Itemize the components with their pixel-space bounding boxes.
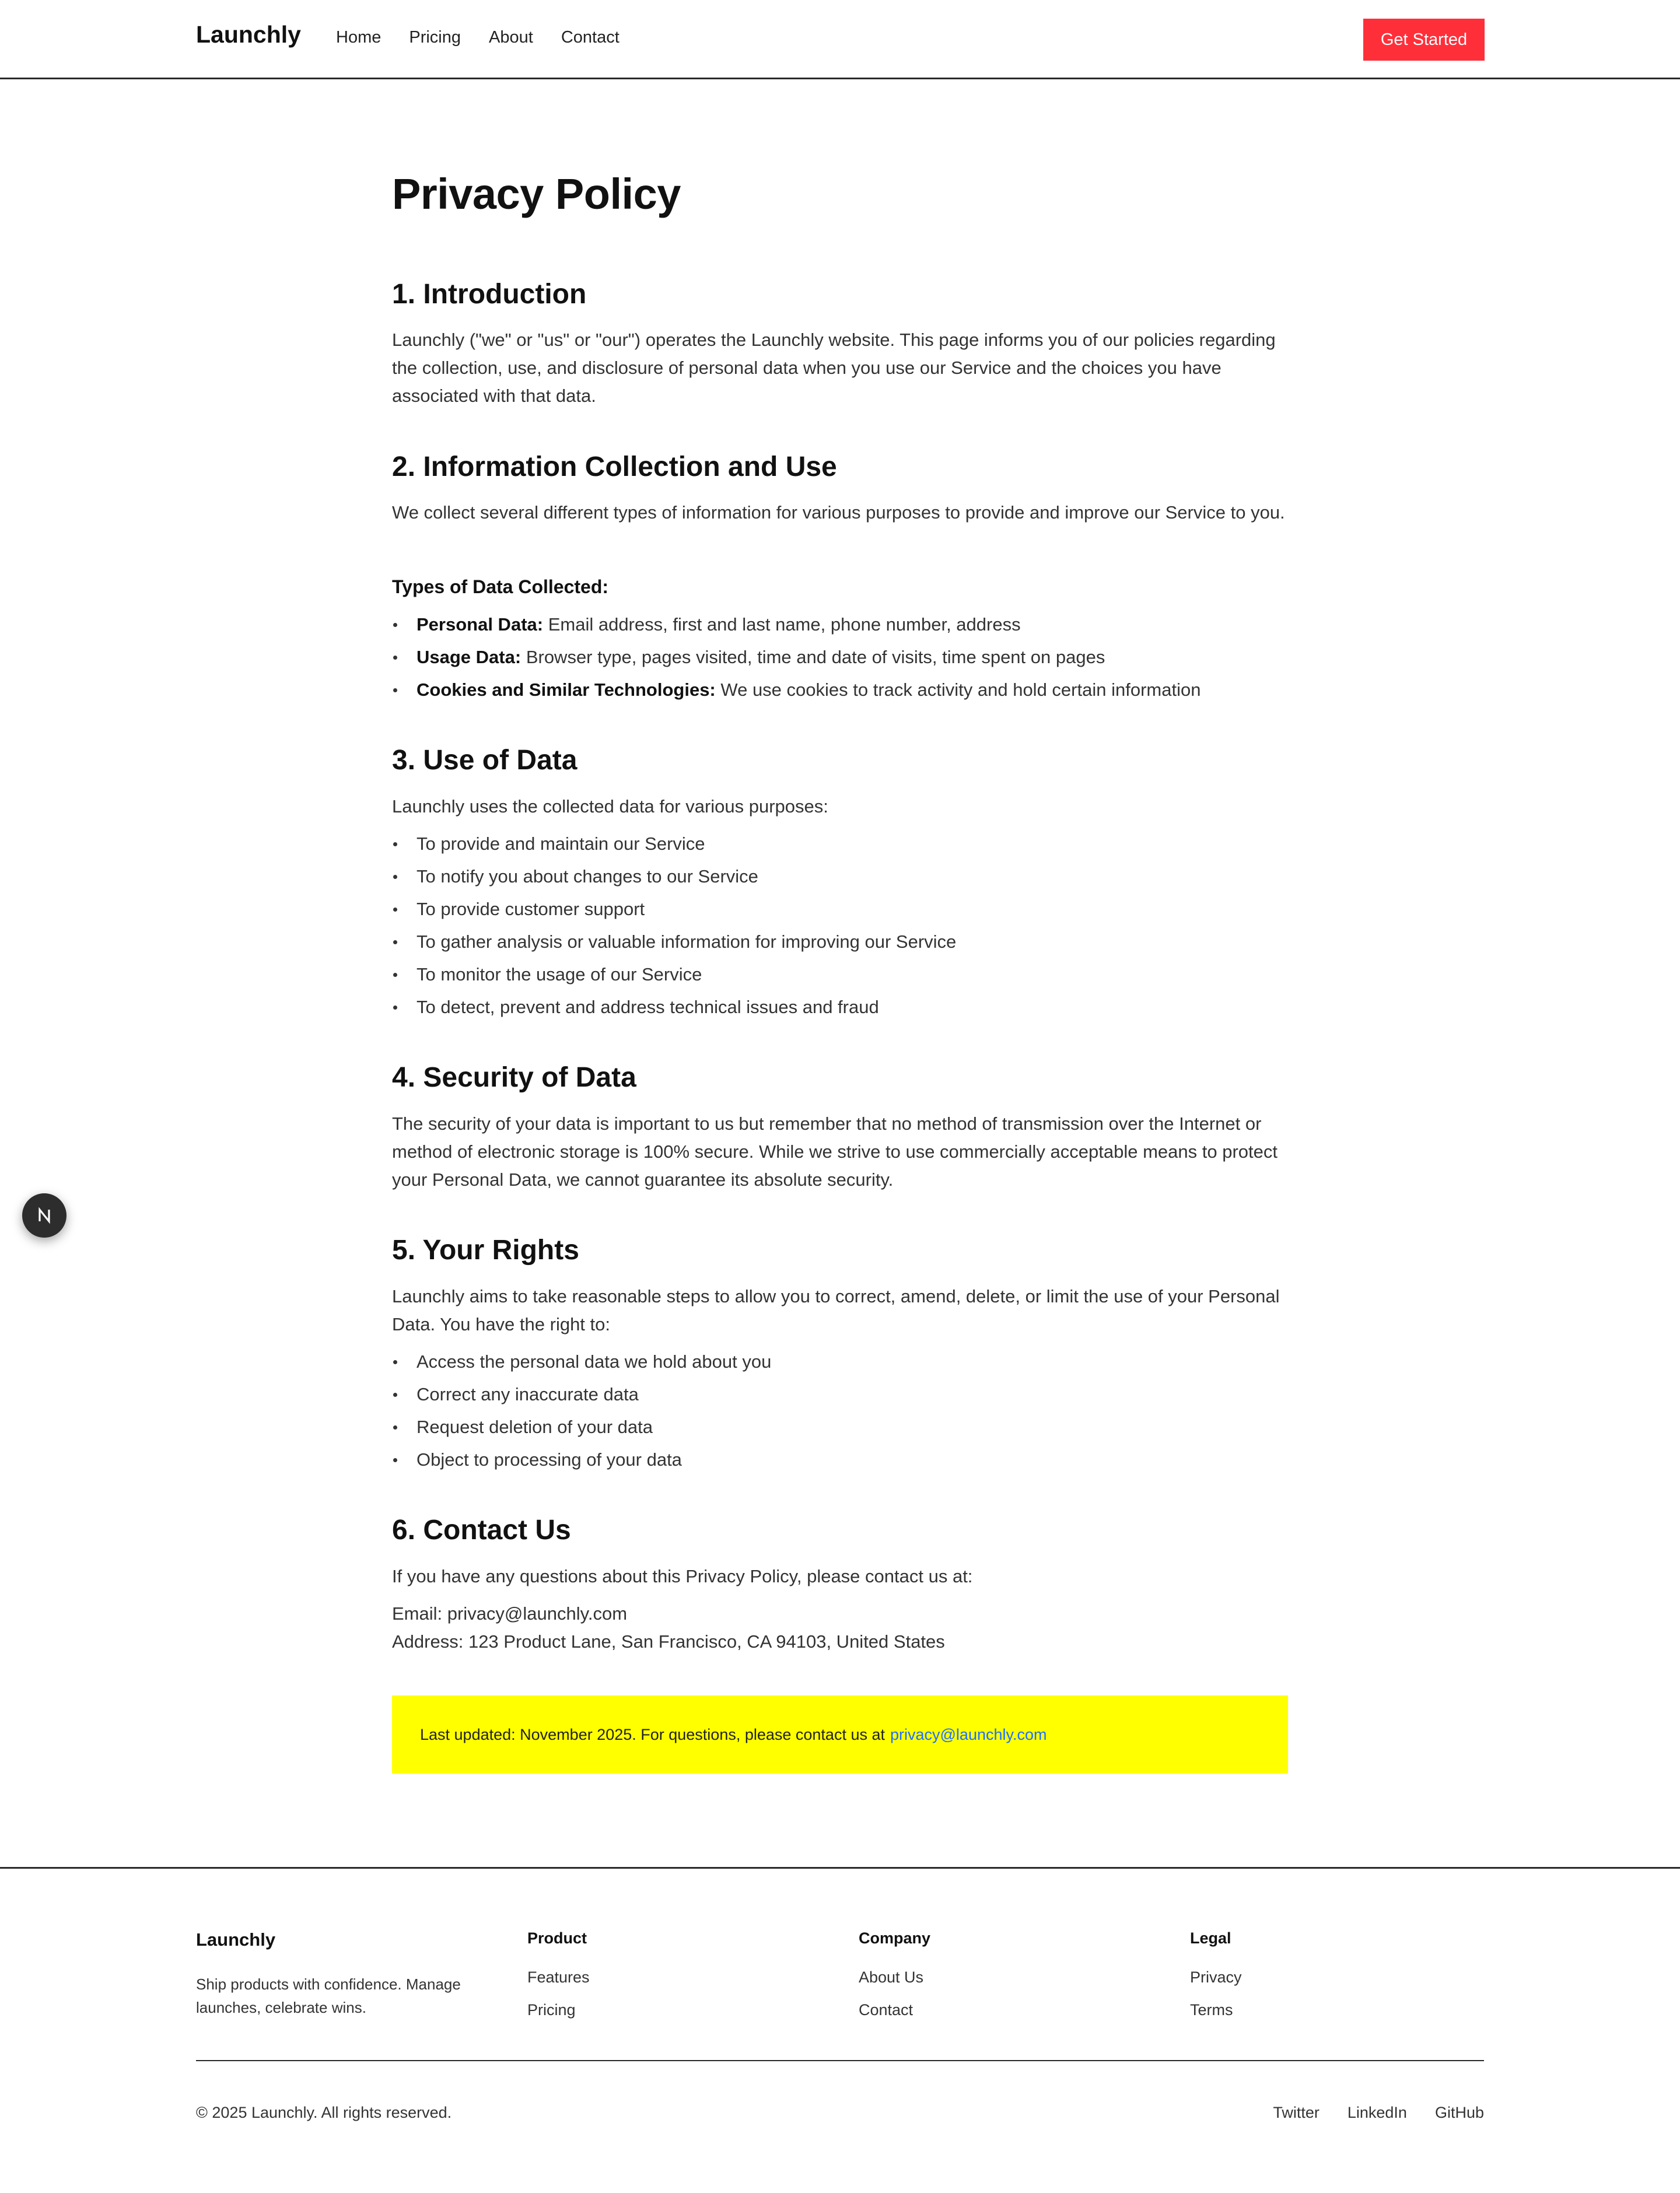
list-item: Access the personal data we hold about you xyxy=(392,1346,771,1378)
contact-address: Address: 123 Product Lane, San Francisco, CA 94103, United States xyxy=(392,1631,945,1652)
nav-pricing-link[interactable]: Pricing xyxy=(409,28,461,47)
rights-text: Launchly aims to take reasonable steps to allow you to correct, amend, delete, or limit the use of your Personal Data. You have the right to: xyxy=(392,1286,1280,1334)
top-navbar xyxy=(0,0,1680,79)
nav-home-link[interactable]: Home xyxy=(336,28,382,47)
use-of-data-list xyxy=(392,828,956,1024)
get-started-button[interactable]: Get Started xyxy=(1363,19,1485,61)
rights-list xyxy=(392,1346,771,1476)
footer-link-about-us[interactable]: About Us xyxy=(859,1968,924,1986)
footer-link-contact[interactable]: Contact xyxy=(859,2001,914,2019)
n-logo-icon xyxy=(34,1206,54,1225)
data-types-subheading: Types of Data Collected: xyxy=(392,576,609,597)
footer-social-links xyxy=(1273,2104,1484,2122)
footer-link-privacy[interactable]: Privacy xyxy=(1190,1968,1242,1986)
main-nav xyxy=(336,28,620,47)
footer-column-product xyxy=(527,1929,761,2031)
list-item: Personal Data: Email address, first and last name, phone number, address xyxy=(392,608,1200,641)
section-heading-contact: 6. Contact Us xyxy=(392,1515,571,1546)
contact-text: If you have any questions about this Privacy Policy, please contact us at: xyxy=(392,1566,973,1586)
section-heading-use-of-data: 3. Use of Data xyxy=(392,745,578,776)
footer-link-pricing[interactable]: Pricing xyxy=(527,2001,576,2019)
notice-email-link[interactable]: privacy@launchly.com xyxy=(890,1725,1047,1743)
data-types-list xyxy=(392,608,1200,706)
list-item: To provide customer support xyxy=(392,893,956,926)
list-item: To notify you about changes to our Service xyxy=(392,860,956,893)
list-item: Object to processing of your data xyxy=(392,1444,771,1476)
section-heading-rights: 5. Your Rights xyxy=(392,1235,579,1266)
list-item: To detect, prevent and address technical issues and fraud xyxy=(392,991,956,1024)
footer-copyright: © 2025 Launchly. All rights reserved. xyxy=(196,2104,452,2121)
nav-contact-link[interactable]: Contact xyxy=(561,28,620,47)
footer-column-title: Company xyxy=(859,1929,931,1947)
last-updated-notice xyxy=(392,1695,1288,1774)
list-item: To gather analysis or valuable information for improving our Service xyxy=(392,926,956,958)
footer-column-title: Product xyxy=(527,1929,587,1947)
floating-dev-badge[interactable] xyxy=(22,1193,66,1238)
security-text: The security of your data is important to us but remember that no method of transmission over the Internet or method of electronic storage is 100% secure. While we strive to use commercially acceptable means to protect your Personal Data, we cannot guarantee its absolute security. xyxy=(392,1113,1278,1190)
contact-email: Email: privacy@launchly.com xyxy=(392,1603,628,1624)
footer-brand: Launchly xyxy=(196,1929,276,1950)
footer-divider xyxy=(196,2060,1484,2061)
list-item: To provide and maintain our Service xyxy=(392,828,956,860)
section-heading-collection: 2. Information Collection and Use xyxy=(392,451,837,482)
introduction-text: Launchly ("we" or "us" or "our") operates the Launchly website. This page informs you of our policies regarding the collection, use, and disclosure of personal data when you use our Service and the choices you have associated with that data. xyxy=(392,330,1276,406)
brand-logo[interactable]: Launchly xyxy=(196,21,301,48)
section-heading-security: 4. Security of Data xyxy=(392,1062,636,1093)
list-item: To monitor the usage of our Service xyxy=(392,958,956,991)
social-link-linkedin[interactable]: LinkedIn xyxy=(1347,2104,1407,2121)
list-item: Usage Data: Browser type, pages visited, time and date of visits, time spent on pages xyxy=(392,641,1200,674)
footer-link-terms[interactable]: Terms xyxy=(1190,2001,1233,2019)
list-item: Cookies and Similar Technologies: We use cookies to track activity and hold certain information xyxy=(392,674,1200,706)
collection-text: We collect several different types of information for various purposes to provide and improve our Service to you. xyxy=(392,502,1285,523)
social-link-github[interactable]: GitHub xyxy=(1434,2104,1484,2121)
list-item: Correct any inaccurate data xyxy=(392,1378,771,1411)
page-title: Privacy Policy xyxy=(392,170,681,218)
social-link-twitter[interactable]: Twitter xyxy=(1273,2104,1320,2121)
site-footer xyxy=(0,1867,1680,2193)
footer-column-title: Legal xyxy=(1190,1929,1231,1947)
notice-text: Last updated: November 2025. For questions, please contact us at xyxy=(420,1725,885,1743)
section-heading-introduction: 1. Introduction xyxy=(392,279,587,310)
footer-column-legal xyxy=(1190,1929,1423,2031)
footer-link-features[interactable]: Features xyxy=(527,1968,590,1986)
footer-column-company xyxy=(859,1929,1092,2031)
footer-tagline: Ship products with confidence. Manage launches, celebrate wins. xyxy=(196,1975,461,2016)
list-item: Request deletion of your data xyxy=(392,1411,771,1444)
use-of-data-text: Launchly uses the collected data for various purposes: xyxy=(392,796,828,817)
nav-about-link[interactable]: About xyxy=(489,28,533,47)
